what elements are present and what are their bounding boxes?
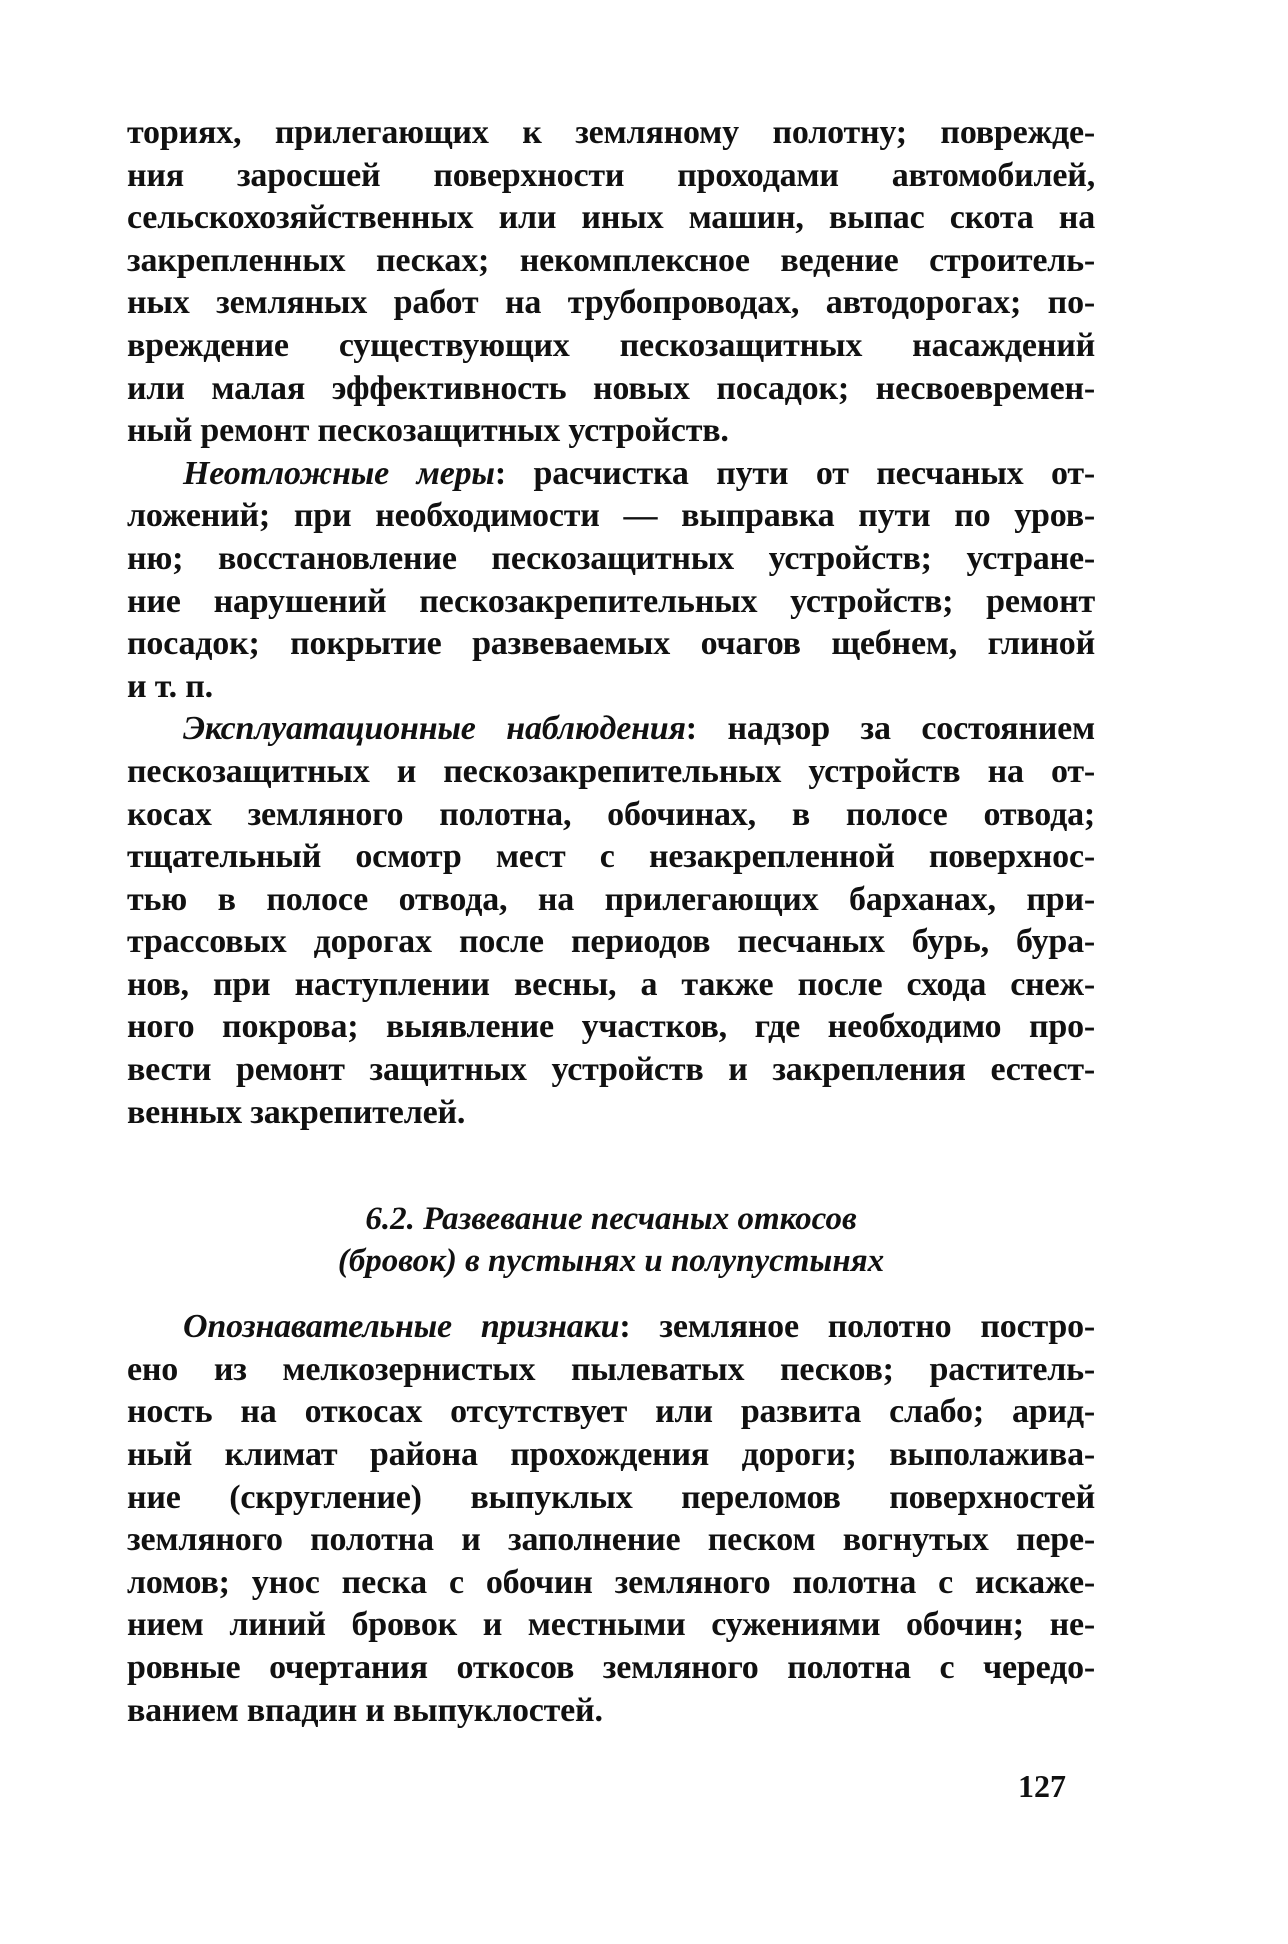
text-line: земляного полотна и заполнение песком вогнутых пере-	[127, 1521, 1095, 1559]
text-fragment: : надзор за состоянием	[685, 710, 1095, 748]
text-line: ный климат района прохождения дороги; выполажива-	[127, 1436, 1095, 1474]
text-line: ние (скругление) выпуклых переломов поверхностей	[127, 1478, 1095, 1516]
text-line: ность на откосах отсутствует или развита слабо; арид-	[127, 1393, 1095, 1431]
text-line: ного покрова; выявление участков, где необходимо про-	[127, 1008, 1095, 1046]
section-heading	[127, 1198, 1095, 1282]
section-heading-line: (бровок) в пустынях и полупустынях	[337, 1243, 885, 1280]
text-line: ломов; унос песка с обочин земляного полотна с искаже-	[127, 1563, 1095, 1601]
text-line	[127, 453, 1095, 496]
paragraph-urgent-measures	[127, 453, 1095, 709]
text-line: ториях, прилегающих к земляному полотну; поврежде-	[127, 114, 1095, 151]
text-line	[127, 1306, 1095, 1349]
paragraph-identification-signs	[127, 1306, 1095, 1732]
text-line: закрепленных песках; некомплексное ведение строитель-	[127, 241, 1095, 279]
text-line: трассовых дорогах после периодов песчаных бурь, бура-	[127, 923, 1095, 961]
paragraph-label: Эксплуатационные наблюдения	[183, 710, 686, 748]
text-line: ровные очертания откосов земляного полотна с чередо-	[127, 1649, 1095, 1686]
paragraph-damage-causes	[127, 112, 1095, 453]
text-line: нием линий бровок и местными сужениями обочин; не-	[127, 1606, 1095, 1644]
text-line: пескозащитных и пескозакрепительных устройств на от-	[127, 752, 1095, 790]
text-fragment: : расчистка пути от песчаных от-	[494, 454, 1096, 492]
text-line: посадок; покрытие развеваемых очагов щебнем, глиной	[127, 625, 1095, 663]
text-fragment: : земляное полотно постро-	[619, 1308, 1096, 1346]
page-number: 127	[1018, 1768, 1066, 1804]
text-line: ный ремонт пескозащитных устройств.	[127, 412, 729, 450]
text-line: тщательный осмотр мест с незакрепленной поверхнос-	[127, 838, 1095, 876]
paragraph-operational-observations	[127, 708, 1095, 1134]
text-line: ния заросшей поверхности проходами автомобилей,	[127, 156, 1095, 194]
text-line: или малая эффективность новых посадок; несвоевремен-	[127, 369, 1095, 407]
text-line: косах земляного полотна, обочинах, в полосе отвода;	[127, 795, 1095, 833]
text-line: вести ремонт защитных устройств и закрепления естест-	[127, 1051, 1095, 1089]
paragraph-label: Опознавательные признаки	[183, 1308, 620, 1346]
text-line: ванием впадин и выпуклостей.	[127, 1691, 603, 1729]
text-line	[127, 708, 1095, 751]
text-line: сельскохозяйственных или иных машин, выпас скота на	[127, 199, 1095, 237]
section-heading-line: 6.2. Развевание песчаных откосов	[365, 1201, 857, 1238]
text-line: ложений; при необходимости — выправка пути по уров-	[127, 497, 1095, 535]
text-line: тью в полосе отвода, на прилегающих барханах, при-	[127, 880, 1095, 918]
text-line: ено из мелкозернистых пылеватых песков; раститель-	[127, 1350, 1095, 1388]
text-line: нов, при наступлении весны, а также после схода снеж-	[127, 965, 1095, 1003]
text-line: ние нарушений пескозакрепительных устройств; ремонт	[127, 582, 1095, 620]
text-line: ных земляных работ на трубопроводах, автодорогах; по-	[127, 284, 1095, 322]
text-line: и т. п.	[127, 667, 213, 705]
text-line: вреждение существующих пескозащитных насаждений	[127, 326, 1095, 364]
text-line: венных закрепителей.	[127, 1093, 466, 1131]
page-body	[127, 112, 1095, 1732]
text-line: ню; восстановление пескозащитных устройств; устране-	[127, 539, 1095, 577]
paragraph-label: Неотложные меры	[183, 454, 495, 492]
